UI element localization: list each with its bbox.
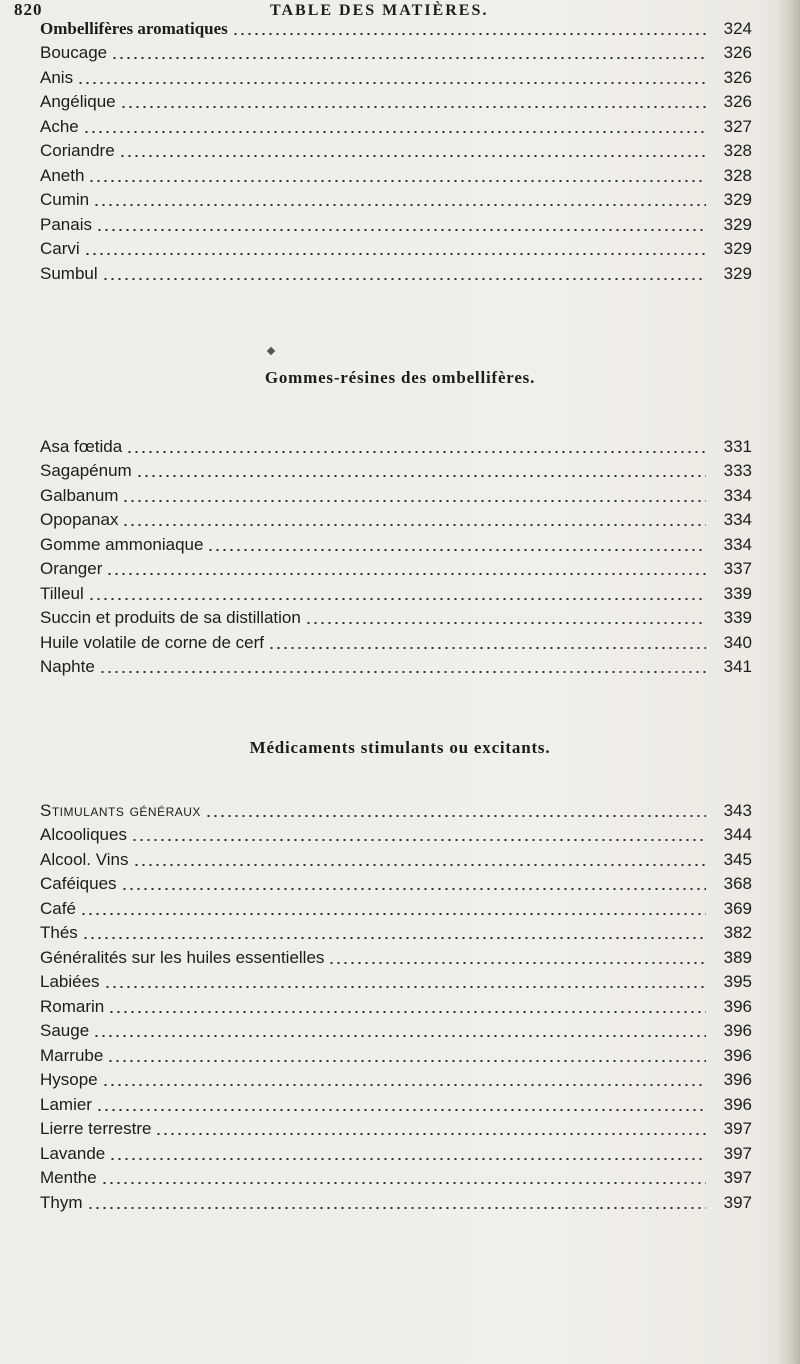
entry-page: 329 [723, 190, 752, 209]
leader-dots [119, 155, 706, 157]
entry-label: Carvi [40, 239, 80, 258]
toc-entry [40, 821, 752, 846]
toc-entry [40, 63, 752, 88]
toc-entry [40, 210, 752, 235]
entry-page: 368 [723, 874, 752, 893]
leader-dots [136, 475, 706, 477]
entry-label: Huile volatile de corne de cerf [40, 632, 264, 652]
leader-dots [82, 937, 706, 939]
toc-entry [40, 259, 752, 284]
entry-page: 326 [723, 92, 752, 111]
toc-entry [40, 919, 752, 944]
toc-entry [40, 1164, 752, 1189]
leader-dots [122, 524, 706, 526]
entry-label: Thym [40, 1192, 83, 1212]
entry-page: 396 [723, 996, 752, 1016]
entry-label: Naphte [40, 657, 95, 676]
leader-dots [121, 888, 706, 890]
entries-ombelliferes-aromatiques [40, 14, 752, 284]
entry-page: 345 [723, 849, 752, 869]
leader-dots [108, 1011, 706, 1013]
entry-page: 324 [723, 18, 752, 38]
page-number: 820 [14, 0, 43, 19]
entry-label: Généralités sur les huiles essentielles [40, 947, 325, 967]
entry-page: 340 [723, 632, 752, 652]
leader-dots [96, 1109, 706, 1111]
leader-dots [207, 549, 706, 551]
entry-label: Tilleul [40, 583, 84, 603]
entry-label: Sagapénum [40, 461, 132, 480]
entry-label: Café [40, 898, 76, 918]
entry-page: 328 [723, 141, 752, 160]
leader-dots [87, 1207, 707, 1209]
leader-dots [107, 1060, 706, 1062]
leader-dots [88, 180, 706, 182]
leader-dots [328, 962, 706, 964]
toc-entry [40, 161, 752, 186]
toc-entry [40, 628, 752, 653]
entries-medicaments-stimulants [40, 796, 752, 1213]
entry-page: 333 [723, 461, 752, 480]
leader-dots [133, 864, 706, 866]
entry-page: 397 [723, 1192, 752, 1212]
entry-page: 327 [723, 116, 752, 136]
entry-label: Panais [40, 214, 92, 234]
entry-page: 339 [723, 583, 752, 603]
entry-label: Coriandre [40, 141, 115, 160]
entries-gommes-resines [40, 432, 752, 677]
entry-page: 328 [723, 165, 752, 185]
entry-page: 334 [723, 485, 752, 505]
entry-label: Lierre terrestre [40, 1119, 152, 1138]
leader-dots [155, 1133, 706, 1135]
entry-label: Romarin [40, 996, 105, 1016]
entry-label: Anis [40, 67, 74, 87]
entry-label: Lamier [40, 1094, 92, 1114]
entry-page: 395 [723, 972, 752, 991]
entry-label: Menthe [40, 1168, 97, 1187]
leader-dots [305, 622, 706, 624]
running-title: TABLE DES MATIÈRES. [270, 2, 489, 19]
toc-entry [40, 1139, 752, 1164]
entry-page: 334 [723, 534, 752, 554]
leader-dots [104, 986, 706, 988]
toc-entry [40, 870, 752, 895]
entry-page: 329 [723, 239, 752, 258]
entry-page: 396 [723, 1045, 752, 1065]
entry-label: Marrube [40, 1045, 104, 1065]
toc-entry [40, 530, 752, 555]
entry-label: Succin et produits de sa distillation [40, 608, 301, 627]
leader-dots [232, 33, 706, 35]
entry-page: 341 [723, 657, 752, 676]
entry-label: Thés [40, 923, 78, 942]
toc-entry [40, 1041, 752, 1066]
entry-page: 329 [723, 214, 752, 234]
toc-entry [40, 579, 752, 604]
entry-label: Alcool. Vins [40, 849, 129, 869]
entry-page: 396 [723, 1094, 752, 1114]
toc-entry [40, 88, 752, 113]
toc-entry [40, 14, 752, 39]
entry-page: 382 [723, 923, 752, 942]
leader-dots [93, 1035, 706, 1037]
entry-page: 337 [723, 559, 752, 578]
leader-dots [84, 253, 706, 255]
toc-entry [40, 796, 752, 821]
toc-entry [40, 894, 752, 919]
leader-dots [102, 278, 706, 280]
toc-entry [40, 1017, 752, 1042]
entry-label: Hysope [40, 1070, 98, 1089]
entry-page: 369 [723, 898, 752, 918]
leader-dots [101, 1182, 706, 1184]
leader-dots [99, 671, 706, 673]
entry-label: Alcooliques [40, 825, 127, 844]
leader-dots [93, 204, 706, 206]
section-title-medicaments-stimulants: Médicaments stimulants ou excitants. [249, 738, 551, 757]
entry-page: 397 [723, 1143, 752, 1163]
toc-entry [40, 235, 752, 260]
toc-entry [40, 432, 752, 457]
entry-label: Ombellifères aromatiques [40, 18, 228, 38]
entry-label: Galbanum [40, 485, 119, 505]
toc-entry [40, 457, 752, 482]
entry-page: 326 [723, 43, 752, 62]
toc-entry [40, 555, 752, 580]
entry-label: Oranger [40, 559, 103, 578]
toc-entry [40, 604, 752, 629]
toc-entry [40, 845, 752, 870]
toc-entry [40, 112, 752, 137]
entry-page: 334 [723, 510, 752, 529]
toc-entry [40, 1066, 752, 1091]
entry-label: Boucage [40, 43, 108, 62]
entry-label: Gomme ammoniaque [40, 534, 204, 554]
toc-entry [40, 186, 752, 211]
entry-label: Labiées [40, 972, 100, 991]
entry-page: 397 [723, 1168, 752, 1187]
toc-entry [40, 137, 752, 162]
leader-dots [80, 913, 706, 915]
entry-label: Stimulants généraux [40, 800, 201, 820]
toc-entry [40, 992, 752, 1017]
entry-label: Cumin [40, 190, 90, 209]
entry-page: 389 [723, 947, 752, 967]
entry-page: 331 [723, 436, 752, 456]
toc-entry [40, 653, 752, 678]
leader-dots [96, 229, 706, 231]
entry-page: 396 [723, 1070, 752, 1089]
leader-dots [131, 839, 706, 841]
entry-page: 343 [723, 800, 752, 820]
toc-entry [40, 968, 752, 993]
entry-page: 344 [723, 825, 752, 844]
page-edge-shadow [778, 0, 800, 1364]
entry-label: Sauge [40, 1021, 90, 1040]
leader-dots [268, 647, 706, 649]
entry-label: Opopanax [40, 510, 119, 529]
leader-dots [111, 57, 706, 59]
leader-dots [106, 573, 706, 575]
leader-dots [102, 1084, 706, 1086]
toc-entry [40, 481, 752, 506]
toc-entry [40, 1115, 752, 1140]
entry-page: 396 [723, 1021, 752, 1040]
leader-dots [83, 131, 706, 133]
entry-label: Ache [40, 116, 79, 136]
entry-page: 329 [723, 263, 752, 283]
ornament-dot [267, 347, 275, 355]
toc-entry [40, 506, 752, 531]
leader-dots [120, 106, 706, 108]
leader-dots [88, 598, 706, 600]
entry-label: Aneth [40, 165, 85, 185]
leader-dots [205, 815, 706, 817]
toc-entry [40, 39, 752, 64]
toc-entry [40, 1090, 752, 1115]
entry-page: 397 [723, 1119, 752, 1138]
leader-dots [109, 1158, 706, 1160]
leader-dots [122, 500, 706, 502]
leader-dots [77, 82, 706, 84]
entry-label: Lavande [40, 1143, 106, 1163]
entry-label: Asa fœtida [40, 436, 123, 456]
entry-label: Sumbul [40, 263, 98, 283]
entry-page: 326 [723, 67, 752, 87]
toc-entry [40, 1188, 752, 1213]
toc-entry [40, 943, 752, 968]
entry-label: Angélique [40, 92, 116, 111]
section-title-gommes-resines: Gommes-résines des ombellifères. [264, 368, 536, 387]
entry-page: 339 [723, 608, 752, 627]
entry-label: Caféiques [40, 874, 117, 893]
leader-dots [126, 451, 706, 453]
